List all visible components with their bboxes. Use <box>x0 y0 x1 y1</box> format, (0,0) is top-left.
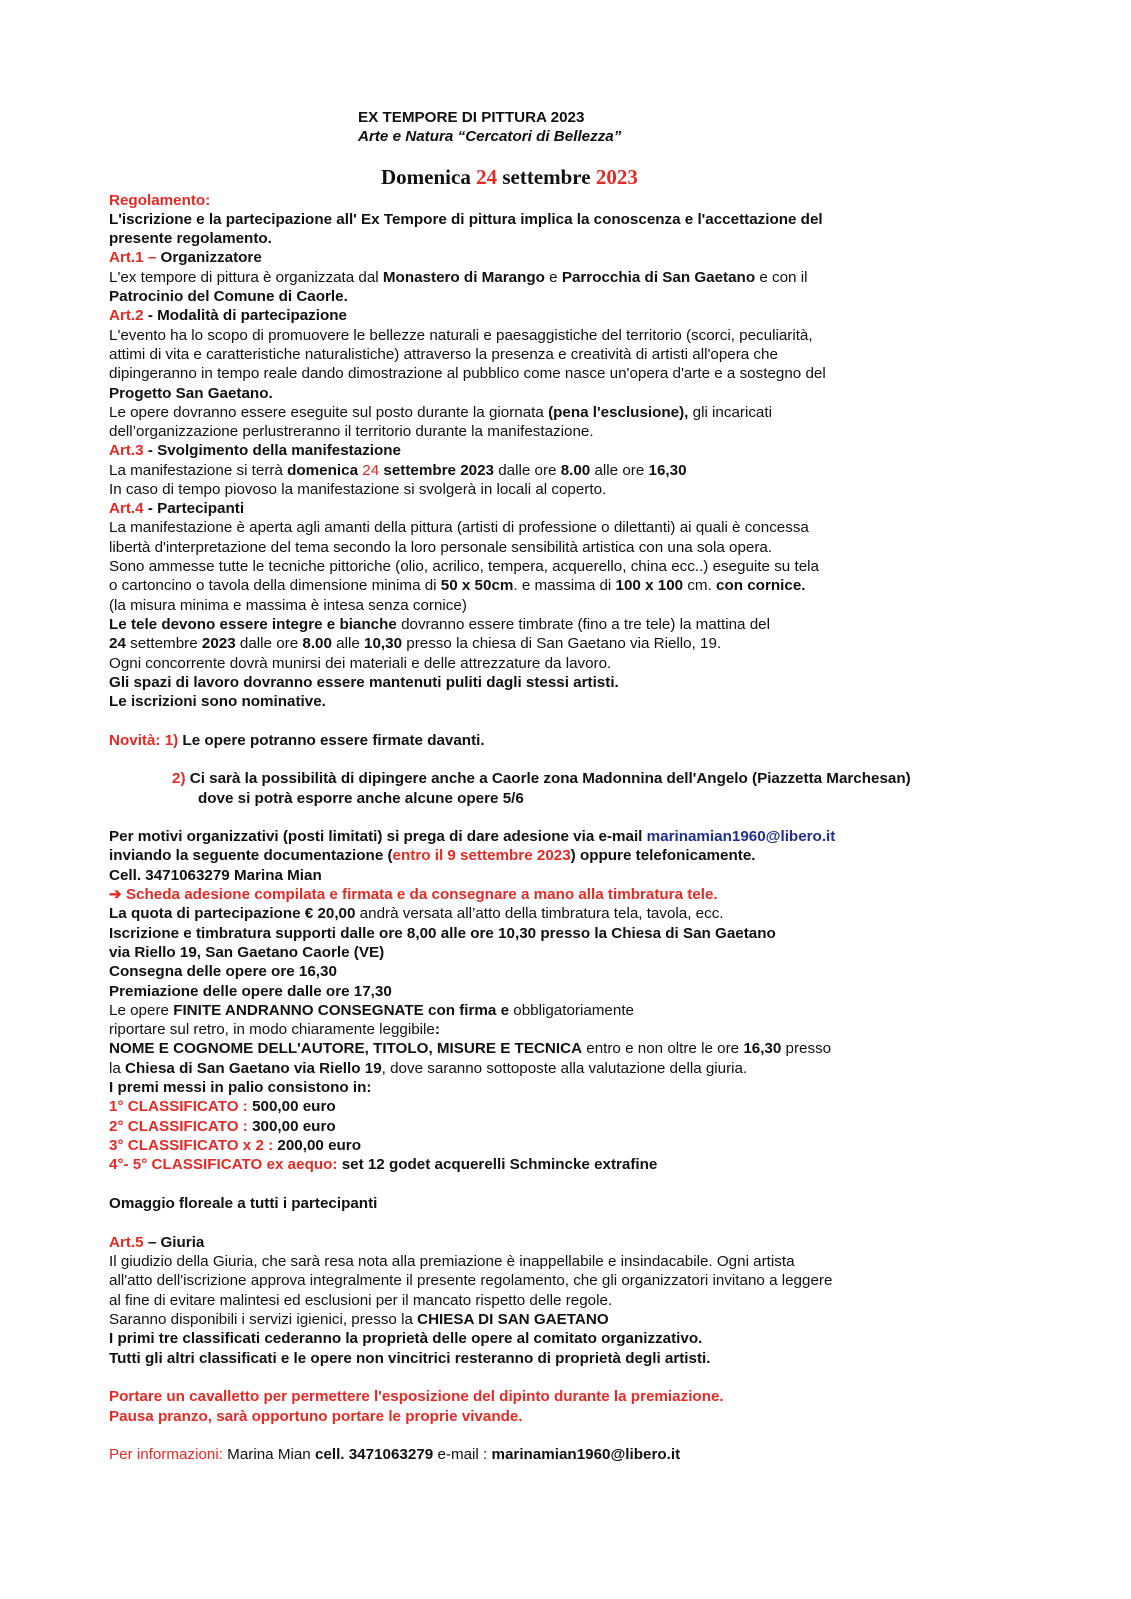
art5-line: Il giudizio della Giuria, che sarà resa nota alla premiazione è inappellabile e insindacabile. Ogni artista <box>109 1253 795 1270</box>
text-run: - Modalità di partecipazione <box>143 307 347 324</box>
text-run: inviando la seguente documentazione ( <box>109 847 393 864</box>
text-run: 24 <box>109 635 126 652</box>
omaggio-line: Omaggio floreale a tutti i partecipanti <box>109 1195 378 1212</box>
document-subtitle: Arte e Natura “Cercatori di Bellezza” <box>358 128 622 145</box>
text-run: Parrocchia di San Gaetano <box>561 269 756 286</box>
text-run: Per motivi organizzativi (posti limitati) si prega di dare adesione via e-mail <box>109 828 647 845</box>
info-line: ➔ Scheda adesione compilata e firmata e da consegnare a mano alla timbratura tele. <box>109 886 718 903</box>
info-line: via Riello 19, San Gaetano Caorle (VE) <box>109 944 385 961</box>
text-run: – Giuria <box>143 1234 205 1251</box>
text-run: 10,30 <box>364 635 403 652</box>
novita-item-1 <box>109 731 485 751</box>
text-run: 24 <box>476 165 498 189</box>
art5-line <box>109 1310 609 1330</box>
art4-line: Ogni concorrente dovrà munirsi dei materiali e delle attrezzature da lavoro. <box>109 655 612 672</box>
text-run: 1° CLASSIFICATO : <box>109 1098 248 1115</box>
text-run: Ci sarà la possibilità di dipingere anche a Caorle zona Madonnina dell'Angelo (Piazzetta Marchesan) <box>185 770 911 787</box>
text-run: obbligatoriamente <box>509 1002 634 1019</box>
document-title: EX TEMPORE DI PITTURA 2023 <box>358 109 585 126</box>
text-run: Chiesa di San Gaetano via Riello 19 <box>125 1060 382 1077</box>
text-run: andrà versata all’atto della timbratura tela, tavola, ecc. <box>355 905 724 922</box>
text-run: 500,00 euro <box>247 1098 336 1115</box>
text-run: Saranno disponibili i servizi igienici, presso la <box>109 1311 418 1328</box>
info-line <box>109 1059 747 1079</box>
text-run: 8.00 <box>302 635 332 652</box>
art4-line: libertà d'interpretazione del tema secondo la loro personale sensibilità artistica con una sola opera. <box>109 539 773 556</box>
text-run: Le opere potranno essere firmate davanti. <box>178 732 485 749</box>
text-run: 300,00 euro <box>247 1118 336 1135</box>
text-run: cell. 3471063279 <box>314 1446 434 1463</box>
novita-item-2 <box>172 769 911 789</box>
text-run: La manifestazione si terrà <box>109 462 288 479</box>
art5-line: Tutti gli altri classificati e le opere non vincitrici resteranno di proprietà degli artisti. <box>109 1350 711 1367</box>
art4-line <box>109 634 721 654</box>
art4-line: Gli spazi di lavoro dovranno essere mantenuti puliti dagli stessi artisti. <box>109 674 619 691</box>
prize-3 <box>109 1136 361 1156</box>
art4-heading <box>109 499 244 519</box>
text-run: L'ex tempore di pittura è organizzata dal <box>109 269 383 286</box>
prize-2 <box>109 1117 336 1137</box>
info-line: Cell. 3471063279 Marina Mian <box>109 867 322 884</box>
text-run: e <box>544 269 562 286</box>
text-run: dalle ore <box>235 635 303 652</box>
novita-item-2-cont: dove si potrà esporre anche alcune opere 5/6 <box>198 790 524 807</box>
text-run: - Partecipanti <box>143 500 245 517</box>
info-line <box>109 846 755 866</box>
art5-line: all'atto dell'iscrizione approva integralmente il presente regolamento, che gli organizzatori invitano a leggere <box>109 1272 833 1289</box>
info-line <box>109 1039 831 1059</box>
prize-1 <box>109 1097 336 1117</box>
text-run: alle <box>331 635 365 652</box>
text-run: Per informazioni: <box>109 1446 223 1463</box>
text-run: gli incaricati <box>688 404 772 421</box>
text-run: con cornice. <box>716 577 806 594</box>
art2-line: dipingeranno in tempo reale dando dimostrazione al pubblico come nasce un'opera d'arte e a sostegno del <box>109 365 826 382</box>
info-line: Iscrizione e timbratura supporti dalle ore 8,00 alle ore 10,30 presso la Chiesa di San Gaetano <box>109 925 776 942</box>
text-run: alle ore <box>590 462 649 479</box>
text-run: 16,30 <box>743 1040 782 1057</box>
text-run: settembre <box>125 635 202 652</box>
art5-line: I primi tre classificati cederanno la proprietà delle opere al comitato organizzativo. <box>109 1330 703 1347</box>
event-date <box>381 164 638 190</box>
text-run: Le opere <box>109 1002 174 1019</box>
art2-line: dell’organizzazione perlustreranno il territorio durante la manifestazione. <box>109 423 594 440</box>
intro-line: L'iscrizione e la partecipazione all' Ex Tempore di pittura implica la conoscenza e l'accettazione del <box>109 211 823 228</box>
art4-line: La manifestazione è aperta agli amanti della pittura (artisti di professione o dilettanti) ai quali è concessa <box>109 519 809 536</box>
art4-line <box>109 615 770 635</box>
footer-note: Portare un cavalletto per permettere l'esposizione del dipinto durante la premiazione. <box>109 1388 724 1405</box>
art2-line: Progetto San Gaetano. <box>109 385 273 402</box>
text-run: 8.00 <box>560 462 591 479</box>
text-run: domenica <box>287 462 363 479</box>
text-run: , dove saranno sottoposte alla valutazione della giuria. <box>381 1060 748 1077</box>
art3-line: In caso di tempo piovoso la manifestazione si svolgerà in locali al coperto. <box>109 481 607 498</box>
info-line <box>109 1020 440 1040</box>
text-run: 2023 <box>201 635 236 652</box>
art2-line: L'evento ha lo scopo di promuovere le bellezze naturali e paesaggistiche del territorio (scorci, peculiarità, <box>109 327 813 344</box>
text-run: presso <box>781 1040 832 1057</box>
text-run: La quota di partecipazione € 20,00 <box>109 905 356 922</box>
art1-heading <box>109 248 262 268</box>
text-run: presso la chiesa di San Gaetano via Riello, 19. <box>402 635 722 652</box>
text-run: e con il <box>755 269 808 286</box>
text-run: FINITE ANDRANNO CONSEGNATE con firma e <box>173 1002 510 1019</box>
text-run: Art.2 <box>109 307 144 324</box>
text-run: : <box>434 1021 440 1038</box>
text-run: Le opere dovranno essere eseguite sul posto durante la giornata <box>109 404 549 421</box>
art5-heading <box>109 1233 204 1253</box>
text-run: settembre <box>497 165 596 189</box>
text-run: Novità: 1) <box>109 732 179 749</box>
text-run: Monastero di Marango <box>382 269 545 286</box>
art5-line: al fine di evitare malintesi ed esclusioni per il mancato rispetto delle regole. <box>109 1292 613 1309</box>
text-run: 200,00 euro <box>273 1137 361 1154</box>
art4-line: Le iscrizioni sono nominative. <box>109 693 326 710</box>
art2-line <box>109 403 772 423</box>
art1-line: Patrocinio del Comune di Caorle. <box>109 288 348 305</box>
text-run: o cartoncino o tavola della dimensione minima di <box>109 577 441 594</box>
text-run: Le tele devono essere integre e bianche <box>109 616 397 633</box>
art3-line <box>109 461 687 481</box>
text-run: 2° CLASSIFICATO : <box>109 1118 248 1135</box>
text-run: dalle ore <box>493 462 561 479</box>
text-run: . e massima di <box>513 577 616 594</box>
art3-heading <box>109 441 401 461</box>
text-run: 3° CLASSIFICATO x 2 : <box>109 1137 274 1154</box>
art1-line <box>109 268 807 288</box>
art4-line <box>109 576 805 596</box>
text-run: 24 <box>362 462 380 479</box>
contact-email-footer[interactable]: marinamian1960@libero.it <box>491 1446 681 1463</box>
text-run: Organizzatore <box>156 249 262 266</box>
art4-line: Sono ammesse tutte le tecniche pittoriche (olio, acrilico, tempera, acquerello, china ecc..) eseguite su tela <box>109 558 819 575</box>
art4-line: (la misura minima e massima è intesa senza cornice) <box>109 597 467 614</box>
text-run: dovranno essere timbrate (fino a tre tele) la mattina del <box>396 616 770 633</box>
text-run: e-mail : <box>433 1446 492 1463</box>
text-run: Art.4 <box>109 500 144 517</box>
info-line <box>109 904 724 924</box>
contact-line <box>109 1445 680 1465</box>
art2-line: attimi di vita e caratteristiche naturalistiche) attraverso la presenza e creatività di artisti all'opera che <box>109 346 778 363</box>
text-run: NOME E COGNOME DELL'AUTORE, TITOLO, MISURE E TECNICA <box>109 1040 583 1057</box>
text-run: 2023 <box>595 165 638 189</box>
info-line <box>109 827 835 847</box>
text-run: Marina Mian <box>222 1446 315 1463</box>
text-run: Domenica <box>381 165 477 189</box>
info-line: Premiazione delle opere dalle ore 17,30 <box>109 983 392 1000</box>
art2-heading <box>109 306 347 326</box>
text-run: 4°- 5° CLASSIFICATO ex aequo: <box>109 1156 338 1173</box>
text-run: set 12 godet acquerelli Schmincke extrafine <box>337 1156 658 1173</box>
footer-note: Pausa pranzo, sarà opportuno portare le proprie vivande. <box>109 1408 523 1425</box>
text-run: 16,30 <box>648 462 687 479</box>
info-line: Consegna delle opere ore 16,30 <box>109 963 337 980</box>
regulation-heading: Regolamento: <box>109 192 211 209</box>
text-run: riportare sul retro, in modo chiaramente leggibile <box>109 1021 435 1038</box>
text-run: Art.1 – <box>109 249 157 266</box>
text-run: settembre 2023 <box>379 462 494 479</box>
text-run: cm. <box>683 577 717 594</box>
info-line <box>109 1001 634 1021</box>
text-run: entro il 9 settembre 2023 <box>392 847 571 864</box>
text-run: - Svolgimento della manifestazione <box>143 442 402 459</box>
text-run: Art.5 <box>109 1234 144 1251</box>
text-run: la <box>109 1060 126 1077</box>
text-run: CHIESA DI SAN GAETANO <box>417 1311 609 1328</box>
prize-4 <box>109 1155 657 1175</box>
text-run: ) oppure telefonicamente. <box>570 847 756 864</box>
text-run: 50 x 50cm <box>440 577 514 594</box>
text-run: (pena l'esclusione), <box>548 404 689 421</box>
text-run: 100 x 100 <box>615 577 684 594</box>
contact-email-link[interactable]: marinamian1960@libero.it <box>646 828 836 845</box>
text-run: 2) <box>172 770 186 787</box>
info-line: I premi messi in palio consistono in: <box>109 1079 372 1096</box>
text-run: entro e non oltre le ore <box>582 1040 744 1057</box>
text-run: Art.3 <box>109 442 144 459</box>
intro-line: presente regolamento. <box>109 230 272 247</box>
